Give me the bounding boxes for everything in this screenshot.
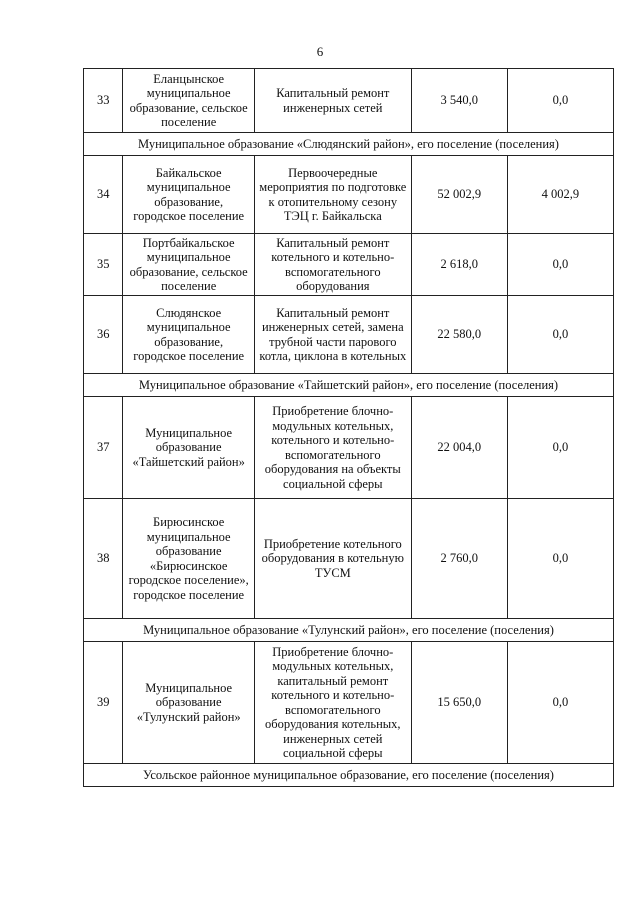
row-number-cell: 34: [84, 156, 123, 234]
measure-cell: Приобретение котельного оборудования в котельную ТУСМ: [254, 499, 411, 619]
group-header-row: [84, 374, 614, 397]
extra-amount-cell: 0,0: [507, 499, 613, 619]
table-row: [84, 69, 614, 133]
amount-cell: 22 004,0: [411, 397, 507, 499]
measure-cell: Приобретение блочно-модульных котельных, котельного и котельно-вспомогательного оборудования на объекты социальной сферы: [254, 397, 411, 499]
amount-cell: 2 618,0: [411, 234, 507, 296]
row-number-cell: 38: [84, 499, 123, 619]
row-number-cell: 35: [84, 234, 123, 296]
measure-cell: Капитальный ремонт инженерных сетей: [254, 69, 411, 133]
extra-amount-cell: 0,0: [507, 234, 613, 296]
measure-cell: Капитальный ремонт котельного и котельно-вспомогательного оборудования: [254, 234, 411, 296]
table-row: [84, 642, 614, 764]
table-row: [84, 499, 614, 619]
row-number-cell: 39: [84, 642, 123, 764]
table-row: [84, 296, 614, 374]
group-header-row: [84, 619, 614, 642]
amount-cell: 3 540,0: [411, 69, 507, 133]
page-number: 6: [316, 44, 324, 59]
row-number-cell: 36: [84, 296, 123, 374]
funding-table: [83, 68, 614, 787]
municipality-cell: Бирюсинское муниципальное образование «Бирюсинское городское поселение», городское поселение: [123, 499, 254, 619]
municipality-cell: Слюдянское муниципальное образование, городское поселение: [123, 296, 254, 374]
amount-cell: 2 760,0: [411, 499, 507, 619]
municipality-cell: Портбайкальское муниципальное образование, сельское поселение: [123, 234, 254, 296]
municipality-cell: Еланцынское муниципальное образование, сельское поселение: [123, 69, 254, 133]
municipality-cell: Байкальское муниципальное образование, городское поселение: [123, 156, 254, 234]
amount-cell: 22 580,0: [411, 296, 507, 374]
table-row: [84, 234, 614, 296]
table-row: [84, 156, 614, 234]
amount-cell: 15 650,0: [411, 642, 507, 764]
municipality-cell: Муниципальное образование «Тайшетский район»: [123, 397, 254, 499]
group-header: Муниципальное образование «Тайшетский район», его поселение (поселения): [84, 374, 614, 397]
group-header-row: [84, 133, 614, 156]
measure-cell: Капитальный ремонт инженерных сетей, замена трубной части парового котла, циклона в котельных: [254, 296, 411, 374]
group-header-row: [84, 764, 614, 787]
extra-amount-cell: 0,0: [507, 69, 613, 133]
group-header: Муниципальное образование «Слюдянский район», его поселение (поселения): [84, 133, 614, 156]
row-number-cell: 33: [84, 69, 123, 133]
extra-amount-cell: 0,0: [507, 642, 613, 764]
row-number-cell: 37: [84, 397, 123, 499]
group-header: Усольское районное муниципальное образование, его поселение (поселения): [84, 764, 614, 787]
extra-amount-cell: 4 002,9: [507, 156, 613, 234]
extra-amount-cell: 0,0: [507, 397, 613, 499]
extra-amount-cell: 0,0: [507, 296, 613, 374]
group-header: Муниципальное образование «Тулунский район», его поселение (поселения): [84, 619, 614, 642]
municipality-cell: Муниципальное образование «Тулунский район»: [123, 642, 254, 764]
amount-cell: 52 002,9: [411, 156, 507, 234]
table-row: [84, 397, 614, 499]
measure-cell: Приобретение блочно-модульных котельных, капитальный ремонт котельного и котельно-вспомогательного оборудования котельных, инженерных сетей социальной сферы: [254, 642, 411, 764]
measure-cell: Первоочередные мероприятия по подготовке к отопительному сезону ТЭЦ г. Байкальска: [254, 156, 411, 234]
